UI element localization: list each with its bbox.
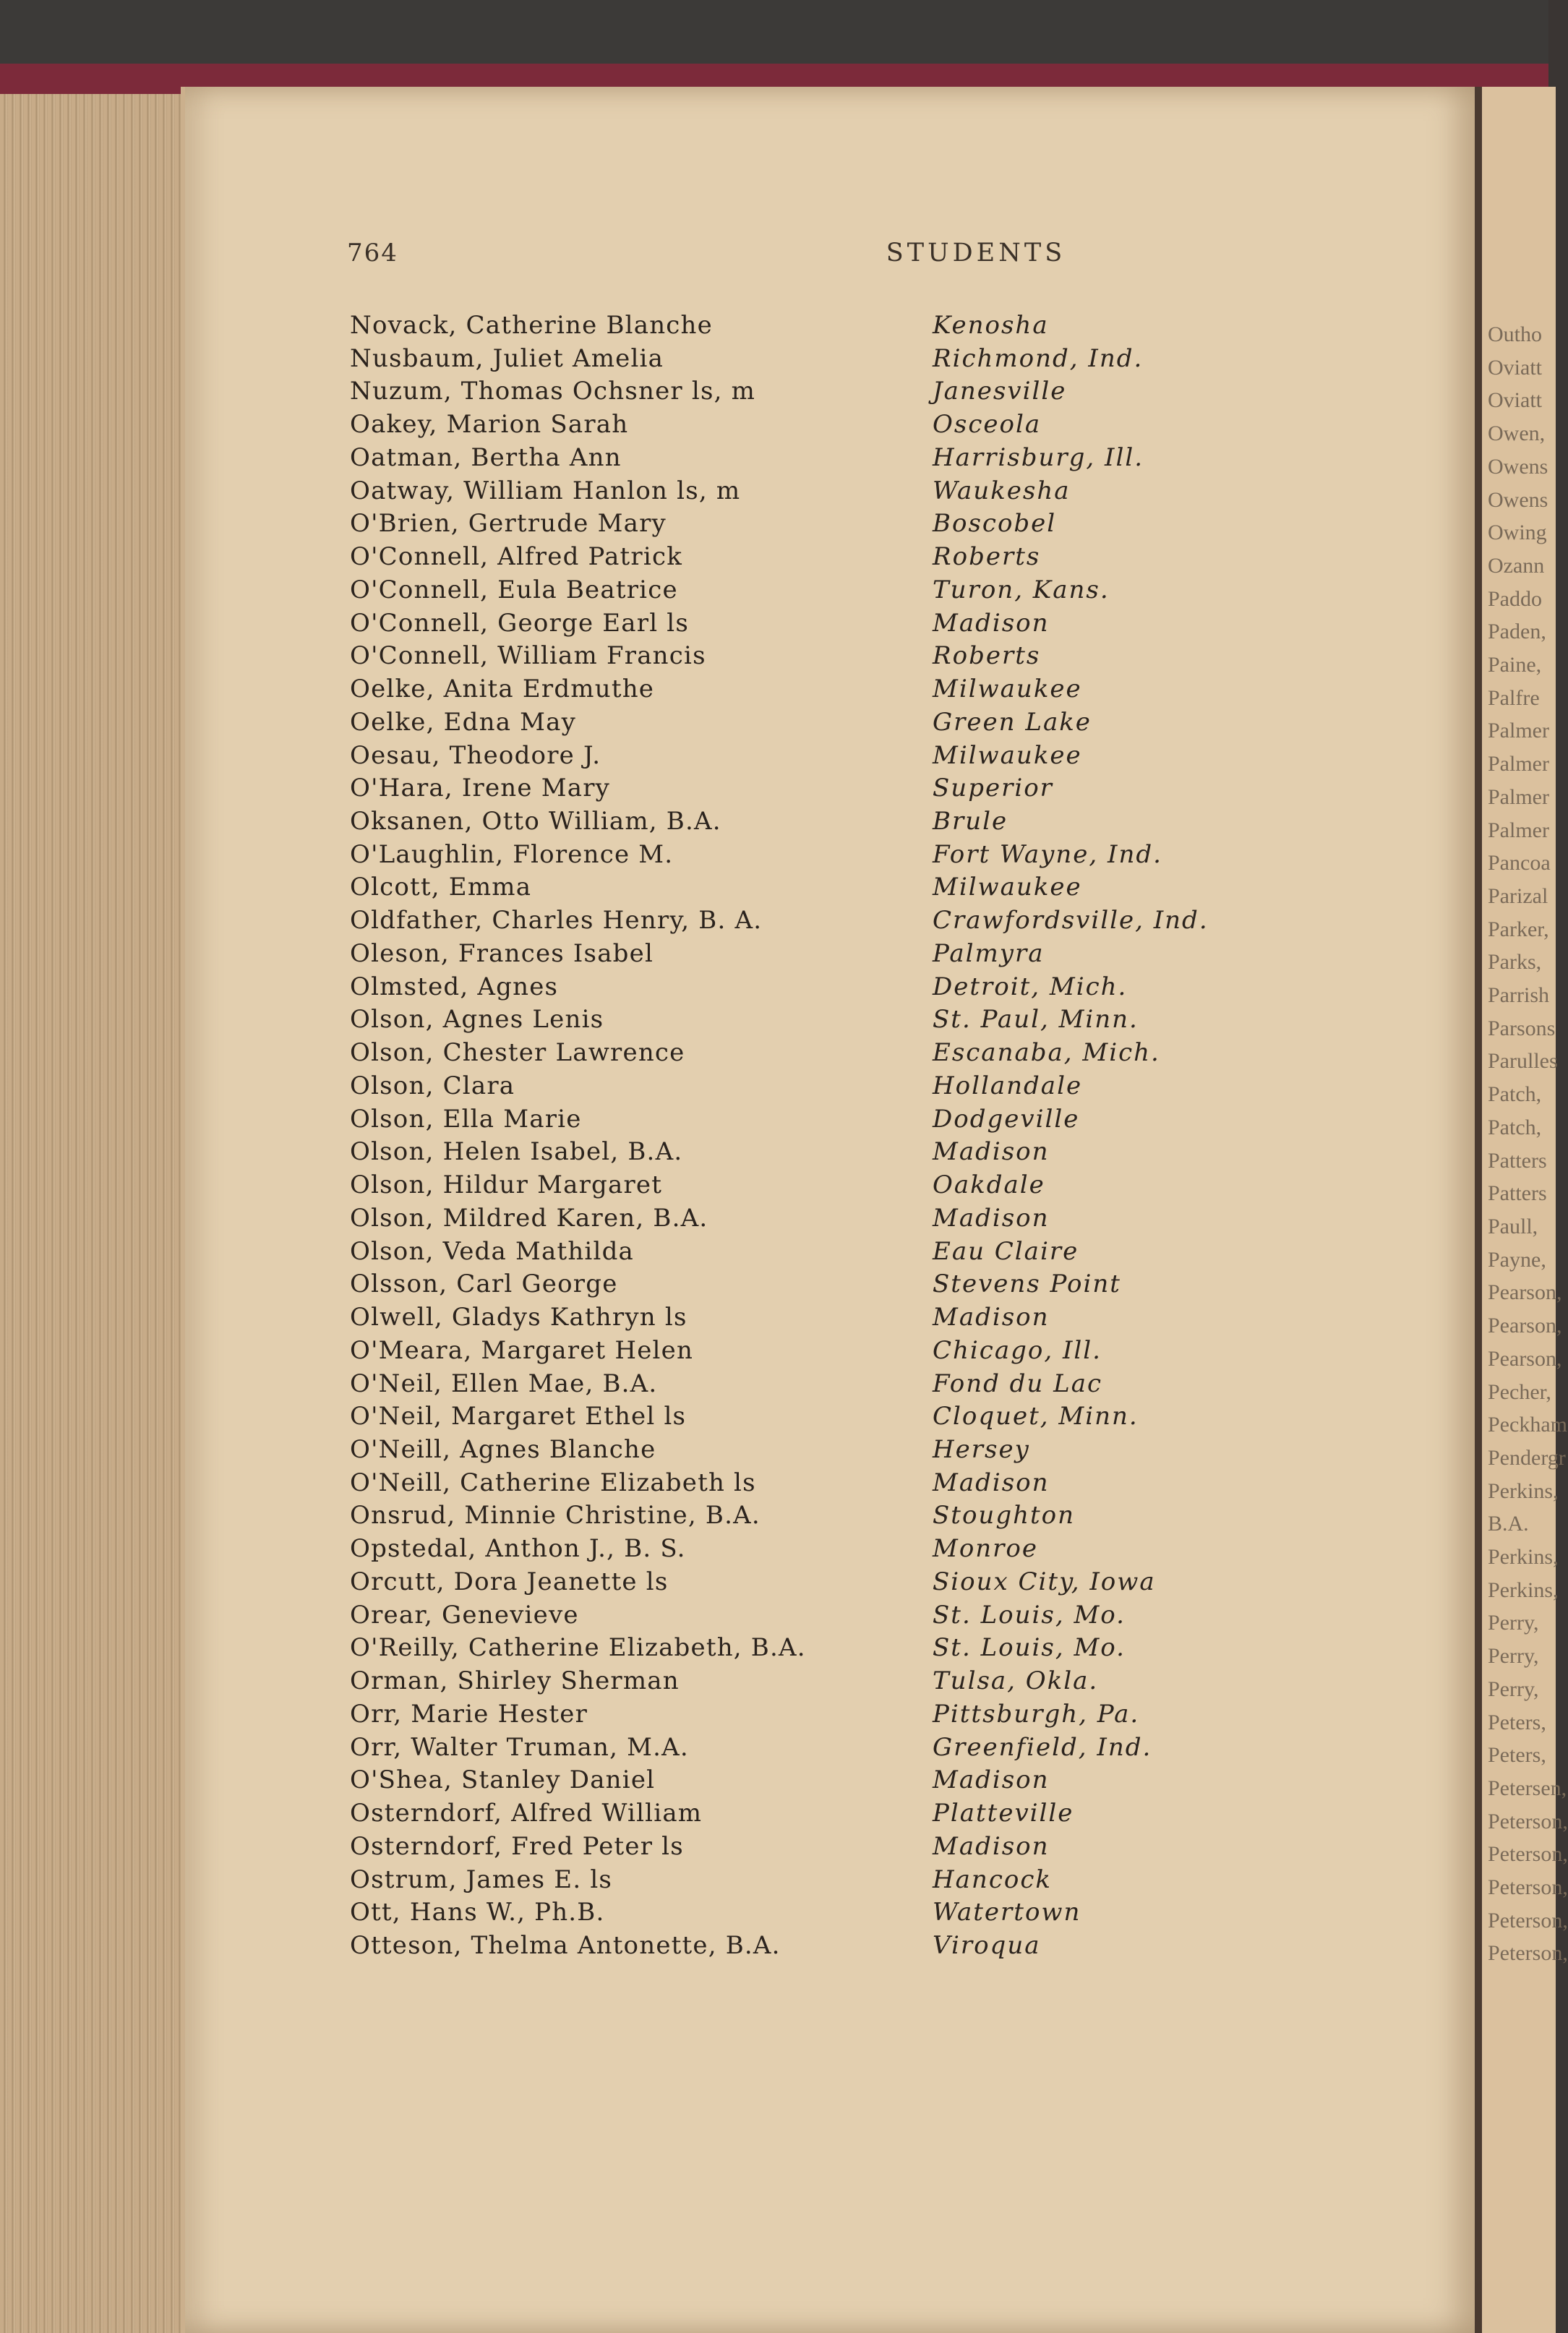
student-name: O'Neil, Ellen Mae, B.A. bbox=[350, 1369, 658, 1398]
student-hometown: St. Louis, Mo. bbox=[933, 1633, 1126, 1663]
student-name: Osterndorf, Alfred William bbox=[350, 1799, 703, 1828]
next-page-fragment: Pearson, bbox=[1488, 1314, 1562, 1338]
student-hometown: Roberts bbox=[933, 542, 1041, 572]
next-page-fragment: Pecher, bbox=[1488, 1379, 1551, 1404]
next-page-fragment: Peters, bbox=[1488, 1743, 1546, 1768]
student-name: Olson, Agnes Lenis bbox=[350, 1005, 604, 1035]
student-name: O'Laughlin, Florence M. bbox=[350, 839, 674, 869]
next-page-fragment: Patch, bbox=[1488, 1115, 1542, 1139]
student-entry bbox=[350, 1832, 1319, 1865]
next-page-fragment: Paden, bbox=[1488, 620, 1546, 644]
student-name: O'Meara, Margaret Helen bbox=[350, 1335, 694, 1365]
student-hometown: Madison bbox=[933, 1303, 1050, 1332]
student-name: Otteson, Thelma Antonette, B.A. bbox=[350, 1930, 781, 1960]
next-page-fragment: Parizal bbox=[1488, 883, 1548, 908]
student-name: Oesau, Theodore J. bbox=[350, 740, 601, 770]
next-page-fragment: Parker, bbox=[1488, 917, 1549, 941]
student-name: Olson, Ella Marie bbox=[350, 1104, 582, 1134]
student-hometown: Cloquet, Minn. bbox=[933, 1402, 1139, 1431]
student-name: Orear, Genevieve bbox=[350, 1600, 579, 1630]
student-name: O'Neill, Agnes Blanche bbox=[350, 1434, 656, 1464]
student-entry bbox=[350, 344, 1319, 377]
next-page-fragment: Perkins, bbox=[1488, 1478, 1559, 1503]
student-entry bbox=[350, 1336, 1319, 1369]
next-page-fragment: Owens bbox=[1488, 454, 1548, 479]
student-entry bbox=[350, 1567, 1319, 1601]
student-entry bbox=[350, 1534, 1319, 1567]
student-entry bbox=[350, 1601, 1319, 1634]
student-name: Oksanen, Otto William, B.A. bbox=[350, 807, 721, 836]
student-entry bbox=[350, 972, 1319, 1006]
student-hometown: Turon, Kans. bbox=[933, 575, 1110, 604]
next-page-fragment: Palmer bbox=[1488, 818, 1549, 842]
student-hometown: Greenfield, Ind. bbox=[933, 1732, 1152, 1762]
student-entry bbox=[350, 1105, 1319, 1138]
next-page-fragment: Palmer bbox=[1488, 752, 1549, 776]
next-page-sliver bbox=[1475, 87, 1568, 2333]
student-entry bbox=[350, 1005, 1319, 1038]
student-name: Olmsted, Agnes bbox=[350, 972, 559, 1001]
next-page-fragment: Peckham bbox=[1488, 1413, 1567, 1437]
student-name: O'Shea, Stanley Daniel bbox=[350, 1765, 656, 1795]
student-entry bbox=[350, 1071, 1319, 1105]
student-entry bbox=[350, 575, 1319, 609]
next-page-fragment: Pendergr bbox=[1488, 1445, 1566, 1470]
student-hometown: Hancock bbox=[933, 1865, 1052, 1894]
student-name: O'Connell, Alfred Patrick bbox=[350, 542, 682, 572]
next-page-fragment: Outho bbox=[1488, 322, 1542, 346]
student-entry bbox=[350, 1402, 1319, 1435]
student-entry bbox=[350, 1038, 1319, 1071]
next-page-fragment: Peterson, bbox=[1488, 1908, 1568, 1932]
student-entry bbox=[350, 1369, 1319, 1403]
next-page-fragment: Owens bbox=[1488, 487, 1548, 512]
student-hometown: Osceola bbox=[933, 410, 1042, 440]
student-entry bbox=[350, 1435, 1319, 1468]
next-page-fragment: Perry, bbox=[1488, 1677, 1539, 1701]
student-name: Ostrum, James E. ls bbox=[350, 1865, 613, 1894]
student-name: O'Neil, Margaret Ethel ls bbox=[350, 1402, 687, 1431]
student-hometown: Madison bbox=[933, 1203, 1050, 1233]
next-page-fragment: Paine, bbox=[1488, 653, 1542, 677]
next-page-fragment: Patch, bbox=[1488, 1082, 1542, 1107]
student-entry bbox=[350, 641, 1319, 675]
next-page-fragment: Palmer bbox=[1488, 784, 1549, 809]
student-hometown: Tulsa, Okla. bbox=[933, 1666, 1099, 1696]
student-entry bbox=[350, 1898, 1319, 1931]
student-hometown: Brule bbox=[933, 807, 1008, 836]
student-name: O'Connell, William Francis bbox=[350, 641, 706, 671]
student-hometown: St. Paul, Minn. bbox=[933, 1005, 1139, 1035]
student-entry bbox=[350, 774, 1319, 807]
student-entry bbox=[350, 377, 1319, 410]
student-name: Oldfather, Charles Henry, B. A. bbox=[350, 906, 763, 936]
student-name: Olsson, Carl George bbox=[350, 1270, 618, 1299]
student-entry bbox=[350, 1931, 1319, 1964]
student-entry bbox=[350, 939, 1319, 972]
student-entry bbox=[350, 1270, 1319, 1303]
student-name: Oakey, Marion Sarah bbox=[350, 410, 629, 440]
student-entry bbox=[350, 542, 1319, 575]
student-entry bbox=[350, 443, 1319, 476]
student-entry bbox=[350, 1501, 1319, 1534]
student-name: O'Connell, Eula Beatrice bbox=[350, 575, 678, 604]
student-name: O'Brien, Gertrude Mary bbox=[350, 509, 667, 539]
student-hometown: Platteville bbox=[933, 1799, 1074, 1828]
student-hometown: Milwaukee bbox=[933, 740, 1082, 770]
next-page-fragment: Paddo bbox=[1488, 586, 1542, 611]
student-hometown: Waukesha bbox=[933, 476, 1071, 505]
student-list bbox=[350, 311, 1319, 1964]
student-hometown: Detroit, Mich. bbox=[933, 972, 1128, 1001]
student-entry bbox=[350, 1666, 1319, 1700]
student-entry bbox=[350, 1700, 1319, 1733]
next-page-fragment: Perkins, bbox=[1488, 1545, 1559, 1570]
student-entry bbox=[350, 1170, 1319, 1204]
student-name: Osterndorf, Fred Peter ls bbox=[350, 1831, 684, 1861]
student-entry bbox=[350, 1733, 1319, 1766]
next-page-fragment: Peterson, bbox=[1488, 1875, 1568, 1900]
student-hometown: Superior bbox=[933, 774, 1053, 803]
next-page-fragment: Ozann bbox=[1488, 553, 1545, 578]
student-entry bbox=[350, 708, 1319, 741]
student-hometown: Monroe bbox=[933, 1534, 1039, 1564]
next-page-fragment: Pancoa bbox=[1488, 851, 1551, 876]
next-page-fragment: Oviatt bbox=[1488, 388, 1542, 413]
student-name: Olwell, Gladys Kathryn ls bbox=[350, 1303, 687, 1332]
student-hometown: Janesville bbox=[933, 377, 1067, 406]
student-name: Olson, Veda Mathilda bbox=[350, 1236, 635, 1266]
student-entry bbox=[350, 1137, 1319, 1170]
next-page-fragment: Patters bbox=[1488, 1181, 1547, 1206]
student-hometown: Eau Claire bbox=[933, 1236, 1079, 1266]
student-entry bbox=[350, 609, 1319, 642]
next-page-fragment: B.A. bbox=[1488, 1512, 1529, 1536]
student-hometown: Pittsburgh, Pa. bbox=[933, 1699, 1140, 1729]
student-hometown: Green Lake bbox=[933, 707, 1092, 737]
next-page-fragment: Palfre bbox=[1488, 685, 1540, 710]
student-hometown: Madison bbox=[933, 608, 1050, 638]
student-entry bbox=[350, 1468, 1319, 1502]
student-name: Oelke, Edna May bbox=[350, 707, 577, 737]
page-stack-edges bbox=[0, 94, 195, 2333]
next-page-fragment: Perkins, bbox=[1488, 1578, 1559, 1602]
student-entry bbox=[350, 476, 1319, 510]
student-hometown: Madison bbox=[933, 1137, 1050, 1167]
student-hometown: Viroqua bbox=[933, 1930, 1041, 1960]
student-name: Olson, Hildur Margaret bbox=[350, 1170, 663, 1200]
next-page-fragment: Petersen, bbox=[1488, 1776, 1567, 1800]
student-entry bbox=[350, 1237, 1319, 1270]
next-page-fragment: Peters, bbox=[1488, 1710, 1546, 1734]
student-hometown: Escanaba, Mich. bbox=[933, 1038, 1160, 1068]
student-hometown: St. Louis, Mo. bbox=[933, 1600, 1126, 1630]
student-name: Olson, Chester Lawrence bbox=[350, 1038, 685, 1068]
student-hometown: Oakdale bbox=[933, 1170, 1045, 1200]
next-page-fragment: Parrish bbox=[1488, 983, 1549, 1008]
student-name: Olcott, Emma bbox=[350, 873, 532, 902]
student-entry bbox=[350, 1204, 1319, 1237]
page-number: 764 bbox=[347, 239, 398, 267]
next-page-fragment: Parks, bbox=[1488, 950, 1542, 975]
student-entry bbox=[350, 1633, 1319, 1666]
next-page-fragments bbox=[1482, 87, 1568, 1970]
next-page-fragment: Peterson, bbox=[1488, 1941, 1568, 1966]
next-page-fragment: Pearson, bbox=[1488, 1346, 1562, 1371]
student-entry bbox=[350, 873, 1319, 906]
student-hometown: Milwaukee bbox=[933, 675, 1082, 704]
next-page-fragment: Paull, bbox=[1488, 1214, 1538, 1238]
student-entry bbox=[350, 1865, 1319, 1898]
next-page-fragment: Perry, bbox=[1488, 1611, 1539, 1635]
student-hometown: Harrisburg, Ill. bbox=[933, 442, 1144, 472]
student-hometown: Stoughton bbox=[933, 1501, 1076, 1531]
next-page-fragment: Oviatt bbox=[1488, 355, 1542, 380]
student-name: Oleson, Frances Isabel bbox=[350, 938, 654, 968]
student-name: O'Neill, Catherine Elizabeth ls bbox=[350, 1468, 756, 1497]
student-hometown: Sioux City, Iowa bbox=[933, 1567, 1156, 1596]
student-name: Nusbaum, Juliet Amelia bbox=[350, 343, 664, 373]
student-name: Oelke, Anita Erdmuthe bbox=[350, 675, 655, 704]
student-name: Oatway, William Hanlon ls, m bbox=[350, 476, 741, 505]
student-hometown: Fort Wayne, Ind. bbox=[933, 839, 1162, 869]
student-hometown: Dodgeville bbox=[933, 1104, 1080, 1134]
student-name: O'Reilly, Catherine Elizabeth, B.A. bbox=[350, 1633, 806, 1663]
next-page-fragment: Owen, bbox=[1488, 421, 1546, 446]
student-name: O'Hara, Irene Mary bbox=[350, 774, 611, 803]
student-hometown: Roberts bbox=[933, 641, 1041, 671]
student-name: Olson, Clara bbox=[350, 1071, 515, 1100]
student-entry bbox=[350, 906, 1319, 939]
student-name: Novack, Catherine Blanche bbox=[350, 311, 713, 340]
next-page-fragment: Parsons bbox=[1488, 1016, 1556, 1040]
running-head: STUDENTS bbox=[886, 239, 1066, 267]
student-entry bbox=[350, 1799, 1319, 1832]
student-name: Orman, Shirley Sherman bbox=[350, 1666, 680, 1696]
student-hometown: Fond du Lac bbox=[933, 1369, 1103, 1398]
student-hometown: Hollandale bbox=[933, 1071, 1083, 1100]
next-page-fragment: Perry, bbox=[1488, 1644, 1539, 1669]
student-entry bbox=[350, 509, 1319, 542]
next-page-fragment: Patters bbox=[1488, 1148, 1547, 1173]
student-entry bbox=[350, 410, 1319, 443]
student-entry bbox=[350, 311, 1319, 344]
student-hometown: Madison bbox=[933, 1765, 1050, 1795]
student-name: Ott, Hans W., Ph.B. bbox=[350, 1898, 605, 1927]
student-hometown: Crawfordsville, Ind. bbox=[933, 906, 1209, 936]
student-hometown: Richmond, Ind. bbox=[933, 343, 1144, 373]
next-page-fragment: Peterson, bbox=[1488, 1842, 1568, 1867]
next-page-fragment: Pearson, bbox=[1488, 1280, 1562, 1305]
student-hometown: Madison bbox=[933, 1468, 1050, 1497]
student-entry bbox=[350, 675, 1319, 708]
student-hometown: Chicago, Ill. bbox=[933, 1335, 1102, 1365]
student-name: Orcutt, Dora Jeanette ls bbox=[350, 1567, 669, 1596]
page-header bbox=[347, 239, 1229, 275]
next-page-fragment: Owing bbox=[1488, 521, 1547, 545]
student-hometown: Madison bbox=[933, 1831, 1050, 1861]
student-hometown: Hersey bbox=[933, 1434, 1030, 1464]
student-name: Orr, Marie Hester bbox=[350, 1699, 588, 1729]
next-page-fragment: Parulles bbox=[1488, 1049, 1558, 1074]
student-name: Onsrud, Minnie Christine, B.A. bbox=[350, 1501, 761, 1531]
student-entry bbox=[350, 1303, 1319, 1336]
student-hometown: Stevens Point bbox=[933, 1270, 1121, 1299]
student-name: Olson, Helen Isabel, B.A. bbox=[350, 1137, 683, 1167]
student-entry bbox=[350, 1765, 1319, 1799]
student-entry bbox=[350, 741, 1319, 774]
student-name: O'Connell, George Earl ls bbox=[350, 608, 690, 638]
student-hometown: Palmyra bbox=[933, 938, 1045, 968]
next-page-fragment: Palmer bbox=[1488, 719, 1549, 743]
student-hometown: Kenosha bbox=[933, 311, 1049, 340]
student-name: Nuzum, Thomas Ochsner ls, m bbox=[350, 377, 756, 406]
student-hometown: Milwaukee bbox=[933, 873, 1082, 902]
student-hometown: Boscobel bbox=[933, 509, 1057, 539]
student-entry bbox=[350, 807, 1319, 840]
next-page-fragment: Payne, bbox=[1488, 1247, 1546, 1272]
student-name: Olson, Mildred Karen, B.A. bbox=[350, 1203, 708, 1233]
next-page-fragment: Peterson, bbox=[1488, 1809, 1568, 1833]
student-name: Orr, Walter Truman, M.A. bbox=[350, 1732, 689, 1762]
student-entry bbox=[350, 840, 1319, 873]
student-hometown: Watertown bbox=[933, 1898, 1081, 1927]
student-name: Oatman, Bertha Ann bbox=[350, 442, 622, 472]
student-name: Opstedal, Anthon J., B. S. bbox=[350, 1534, 686, 1564]
